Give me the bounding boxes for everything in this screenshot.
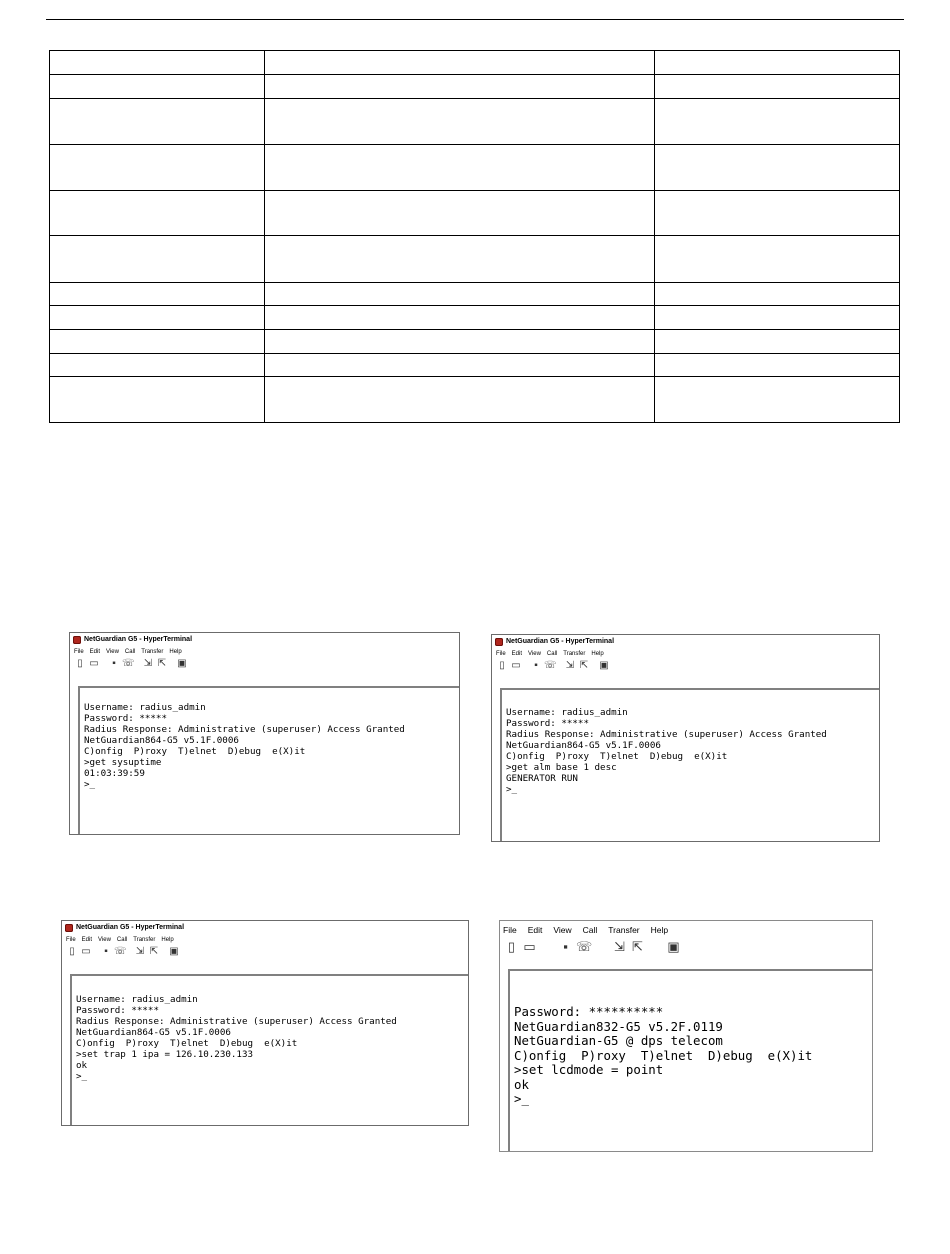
menu-transfer[interactable]: Transfer xyxy=(563,650,586,657)
open-folder-icon[interactable]: ▭ xyxy=(523,939,536,954)
dial-icon[interactable]: ☏ xyxy=(122,658,135,669)
terminal-line: >set trap 1 ipa = 126.10.230.133 xyxy=(76,1049,254,1060)
terminal-screen[interactable] xyxy=(500,688,879,841)
table-cell xyxy=(50,191,265,236)
menu-bar xyxy=(62,934,468,945)
window-titlebar xyxy=(62,921,468,934)
send-icon[interactable]: ⇲ xyxy=(135,946,145,957)
terminal-line: Password: ***** xyxy=(84,713,167,724)
properties-icon[interactable]: ▣ xyxy=(667,939,680,954)
toolbar xyxy=(492,659,879,673)
menu-file[interactable]: File xyxy=(66,936,76,943)
menu-edit[interactable]: Edit xyxy=(81,936,93,943)
menu-help[interactable]: Help xyxy=(591,650,604,657)
hyperterminal-app-icon xyxy=(65,924,73,932)
table-cell xyxy=(655,51,900,75)
menu-bar xyxy=(500,921,872,937)
terminal-window-lcdmode xyxy=(499,920,873,1152)
terminal-line: NetGuardian864-G5 v5.1F.0006 xyxy=(506,740,661,751)
dial-icon[interactable]: ☏ xyxy=(576,939,593,954)
table-cell xyxy=(50,236,265,283)
table-cell xyxy=(265,145,655,191)
menu-transfer[interactable]: Transfer xyxy=(141,648,164,655)
terminal-line: Password: ***** xyxy=(76,1005,159,1016)
table-cell xyxy=(265,354,655,377)
receive-icon[interactable]: ⇱ xyxy=(157,658,167,669)
menu-edit[interactable]: Edit xyxy=(511,650,523,657)
terminal-screen[interactable] xyxy=(508,969,872,1151)
table-cell xyxy=(265,377,655,423)
disconnect-icon[interactable]: ▪ xyxy=(112,658,116,669)
table-cell xyxy=(655,330,900,354)
properties-icon[interactable]: ▣ xyxy=(177,658,187,669)
table-cell xyxy=(265,51,655,75)
menu-view[interactable]: View xyxy=(528,650,541,657)
open-folder-icon[interactable]: ▭ xyxy=(89,658,99,669)
table-row xyxy=(50,75,900,99)
terminal-prompt: >_ xyxy=(76,1071,88,1082)
receive-icon[interactable]: ⇱ xyxy=(149,946,159,957)
window-title: NetGuardian G5 - HyperTerminal xyxy=(506,638,615,645)
table-cell xyxy=(655,191,900,236)
window-titlebar xyxy=(70,633,459,646)
table-row xyxy=(50,283,900,306)
menu-view[interactable]: View xyxy=(98,936,111,943)
table-row xyxy=(50,306,900,330)
table-cell xyxy=(50,145,265,191)
toolbar xyxy=(500,937,872,957)
menu-help[interactable]: Help xyxy=(650,924,669,935)
menu-bar xyxy=(70,646,459,657)
disconnect-icon[interactable]: ▪ xyxy=(534,660,538,671)
terminal-prompt: >_ xyxy=(514,1091,529,1106)
table-cell xyxy=(50,377,265,423)
properties-icon[interactable]: ▣ xyxy=(169,946,179,957)
terminal-line: NetGuardian832-G5 v5.2F.0119 xyxy=(514,1018,723,1034)
menu-view[interactable]: View xyxy=(106,648,119,655)
send-icon[interactable]: ⇲ xyxy=(565,660,575,671)
menu-call[interactable]: Call xyxy=(124,648,136,655)
terminal-prompt: >_ xyxy=(506,784,518,795)
terminal-line: C)onfig P)roxy T)elnet D)ebug e(X)it xyxy=(506,751,728,762)
dial-icon[interactable]: ☏ xyxy=(544,660,557,671)
properties-icon[interactable]: ▣ xyxy=(599,660,609,671)
window-title: NetGuardian G5 - HyperTerminal xyxy=(84,636,193,643)
terminal-window-alarm-desc xyxy=(491,634,880,842)
terminal-line: Password: ***** xyxy=(506,718,589,729)
table-row xyxy=(50,191,900,236)
table-cell xyxy=(50,306,265,330)
table-cell xyxy=(50,99,265,145)
spec-table xyxy=(49,50,900,423)
table-cell xyxy=(50,283,265,306)
terminal-line: Username: radius_admin xyxy=(76,994,198,1005)
terminal-window-sysuptime xyxy=(69,632,460,835)
terminal-line: ok xyxy=(76,1060,88,1071)
dial-icon[interactable]: ☏ xyxy=(114,946,127,957)
table-row xyxy=(50,51,900,75)
terminal-line: Radius Response: Administrative (superuser) Access Granted xyxy=(84,724,405,735)
receive-icon[interactable]: ⇱ xyxy=(579,660,589,671)
new-file-icon[interactable]: ▯ xyxy=(499,660,505,671)
menu-edit[interactable]: Edit xyxy=(527,924,543,935)
table-cell xyxy=(655,377,900,423)
disconnect-icon[interactable]: ▪ xyxy=(104,946,108,957)
send-icon[interactable]: ⇲ xyxy=(143,658,153,669)
menu-file[interactable]: File xyxy=(496,650,506,657)
header-rule xyxy=(46,19,904,20)
terminal-line: Username: radius_admin xyxy=(506,707,628,718)
menu-help[interactable]: Help xyxy=(161,936,174,943)
terminal-prompt: >_ xyxy=(84,779,96,790)
menu-call[interactable]: Call xyxy=(582,924,598,935)
terminal-screen[interactable] xyxy=(70,974,468,1125)
table-cell xyxy=(265,306,655,330)
table-cell xyxy=(655,75,900,99)
window-titlebar xyxy=(492,635,879,648)
menu-transfer[interactable]: Transfer xyxy=(608,924,640,935)
table-row xyxy=(50,330,900,354)
new-file-icon[interactable]: ▯ xyxy=(69,946,75,957)
terminal-line: NetGuardian864-G5 v5.1F.0006 xyxy=(84,735,239,746)
menu-call[interactable]: Call xyxy=(116,936,128,943)
table-cell xyxy=(265,99,655,145)
hyperterminal-app-icon xyxy=(495,638,503,646)
table-cell xyxy=(50,75,265,99)
table-cell xyxy=(50,354,265,377)
table-cell xyxy=(265,283,655,306)
table-cell xyxy=(655,283,900,306)
table-cell xyxy=(655,236,900,283)
table-cell xyxy=(265,191,655,236)
disconnect-icon[interactable]: ▪ xyxy=(563,939,568,954)
open-folder-icon[interactable]: ▭ xyxy=(511,660,521,671)
terminal-line: Radius Response: Administrative (superuser) Access Granted xyxy=(76,1016,397,1027)
terminal-line: >get alm base 1 desc xyxy=(506,762,617,773)
terminal-screen[interactable] xyxy=(78,686,459,834)
table-cell xyxy=(265,75,655,99)
table-cell xyxy=(50,51,265,75)
menu-transfer[interactable]: Transfer xyxy=(133,936,156,943)
table-row xyxy=(50,236,900,283)
terminal-line: Password: ********** xyxy=(514,1004,664,1019)
terminal-line: C)onfig P)roxy T)elnet D)ebug e(X)it xyxy=(84,746,306,757)
table-row xyxy=(50,354,900,377)
menu-view[interactable]: View xyxy=(553,924,572,935)
table-cell xyxy=(50,330,265,354)
toolbar xyxy=(62,945,468,959)
terminal-line: ok xyxy=(514,1076,529,1092)
terminal-line: NetGuardian864-G5 v5.1F.0006 xyxy=(76,1027,231,1038)
window-title: NetGuardian G5 - HyperTerminal xyxy=(76,924,185,931)
table-row xyxy=(50,377,900,423)
terminal-line: Username: radius_admin xyxy=(84,702,206,713)
table-cell xyxy=(655,99,900,145)
send-icon[interactable]: ⇲ xyxy=(614,939,625,954)
table-cell xyxy=(265,330,655,354)
menu-call[interactable]: Call xyxy=(546,650,558,657)
menu-bar xyxy=(492,648,879,659)
terminal-line: 01:03:39:59 xyxy=(84,768,145,779)
terminal-window-set-trap xyxy=(61,920,469,1126)
terminal-line: NetGuardian-G5 @ dps telecom xyxy=(514,1033,723,1048)
new-file-icon[interactable]: ▯ xyxy=(507,939,516,954)
menu-edit[interactable]: Edit xyxy=(89,648,101,655)
menu-help[interactable]: Help xyxy=(169,648,182,655)
terminal-line: >set lcdmode = point xyxy=(514,1062,664,1077)
receive-icon[interactable]: ⇱ xyxy=(632,939,643,954)
terminal-line: Radius Response: Administrative (superuser) Access Granted xyxy=(506,729,827,740)
terminal-line: GENERATOR RUN xyxy=(506,773,578,784)
table-row xyxy=(50,99,900,145)
terminal-line: C)onfig P)roxy T)elnet D)ebug e(X)it xyxy=(514,1047,813,1063)
table-cell xyxy=(655,145,900,191)
hyperterminal-app-icon xyxy=(73,636,81,644)
table-cell xyxy=(265,236,655,283)
terminal-line: C)onfig P)roxy T)elnet D)ebug e(X)it xyxy=(76,1038,298,1049)
table-cell xyxy=(655,306,900,330)
terminal-line: >get sysuptime xyxy=(84,757,162,768)
menu-file[interactable]: File xyxy=(74,648,84,655)
toolbar xyxy=(70,657,459,671)
table-row xyxy=(50,145,900,191)
menu-file[interactable]: File xyxy=(503,924,517,935)
table-cell xyxy=(655,354,900,377)
new-file-icon[interactable]: ▯ xyxy=(77,658,83,669)
open-folder-icon[interactable]: ▭ xyxy=(81,946,91,957)
